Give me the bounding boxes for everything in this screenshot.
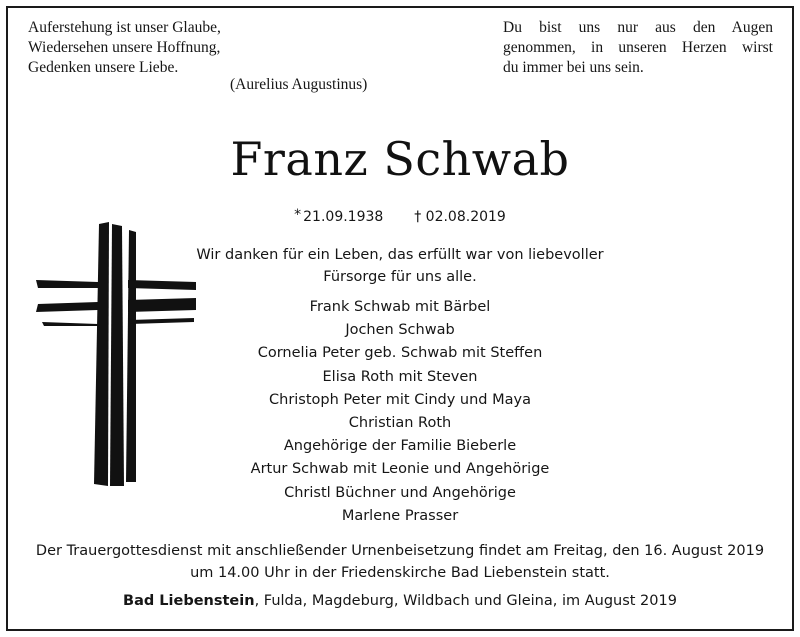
mourner-item: Frank Schwab mit Bärbel: [309, 299, 491, 315]
places-rest: , Fulda, Magdeburg, Wildbach und Gleina, im August 2019: [254, 593, 677, 609]
mourner-item: Cornelia Peter geb. Schwab mit Steffen: [257, 345, 543, 362]
birth-date: 21.09.1938: [303, 209, 384, 225]
thanks-line: Wir danken für ein Leben, das erfüllt war von liebevoller: [196, 247, 604, 263]
quote-author: (Aurelius Augustinus): [230, 76, 368, 93]
mourner-item: Christian Roth: [348, 415, 452, 432]
mourner-item: Christoph Peter mit Cindy und Maya: [269, 391, 531, 408]
quote-line: Auferstehung ist unser Glaube,: [28, 19, 221, 36]
service-line: Der Trauergottesdienst mit anschließender Urnenbeisetzung findet am Freitag, den 16. August 2019: [35, 543, 765, 559]
place-primary: Bad Liebenstein: [123, 593, 255, 609]
death-dagger-icon: †: [414, 209, 422, 225]
service-info: [10, 540, 790, 584]
mourner-item: Marlene Prasser: [341, 507, 459, 524]
death-date: 02.08.2019: [425, 209, 506, 225]
mourners-list: [200, 296, 600, 528]
quote-left: [28, 18, 221, 78]
mourner-item: Artur Schwab mit Leonie und Angehörige: [250, 461, 550, 478]
mourner-item: Jochen Schwab: [345, 322, 455, 339]
mourner-item: Christl Büchner und Angehörige: [284, 484, 516, 501]
mourner-item: Angehörige der Familie Bieberle: [283, 438, 517, 455]
quote-line: Gedenken unsere Liebe.: [28, 59, 179, 76]
quote-line: Wiedersehen unsere Hoffnung,: [28, 39, 221, 56]
quote-line: Du bist uns nur aus den Augen: [503, 19, 773, 36]
thanks-text: [170, 244, 630, 288]
thanks-line: Fürsorge für uns alle.: [323, 269, 477, 285]
quote-line: du immer bei uns sein.: [503, 59, 644, 76]
quote-line: genommen, in unseren Herzen wirst: [503, 39, 773, 56]
deceased-name: Franz Schwab: [230, 132, 570, 186]
places-date-line: [10, 593, 790, 609]
birth-star-icon: *: [294, 207, 302, 223]
mourner-item: Elisa Roth mit Steven: [322, 368, 478, 385]
service-line: um 14.00 Uhr in der Friedenskirche Bad Liebenstein statt.: [190, 565, 610, 581]
quote-right: [503, 18, 773, 78]
